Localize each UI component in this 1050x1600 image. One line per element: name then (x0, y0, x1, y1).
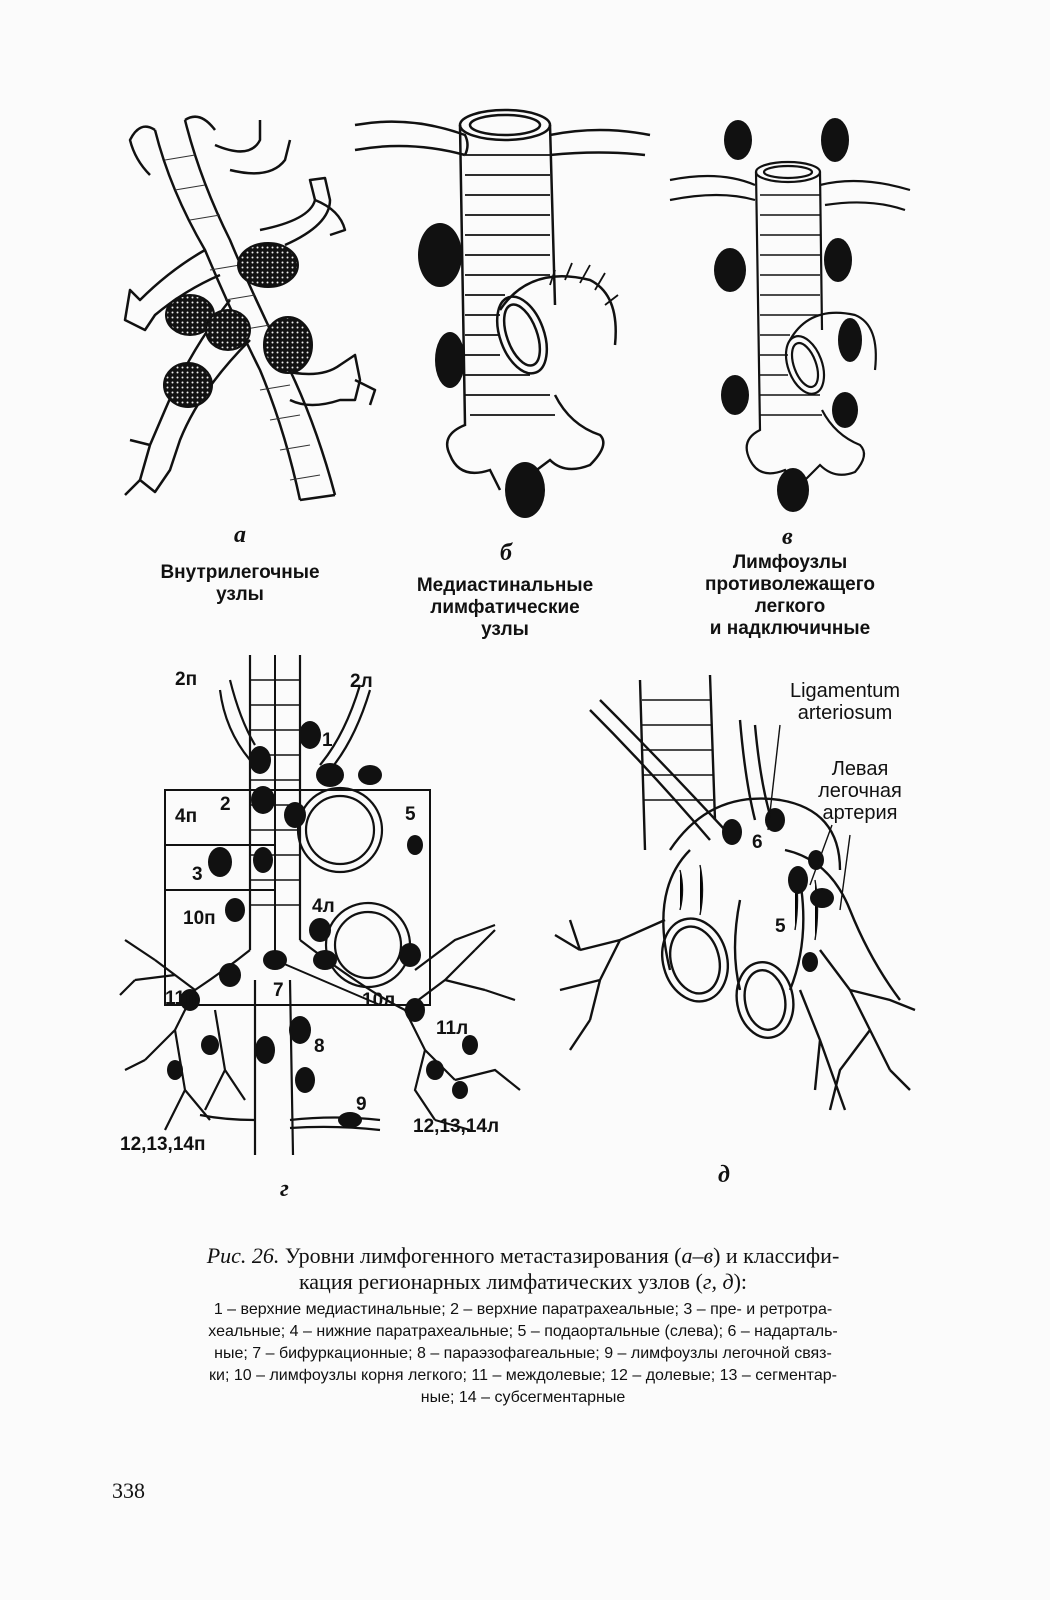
caption-title-line2: кация регионарных лимфатических узлов (г, д): (298, 1269, 748, 1294)
contralateral-node (714, 248, 746, 292)
panel-a-letter: а (234, 522, 246, 548)
contralateral-node (824, 238, 852, 282)
contralateral-node (838, 318, 862, 362)
intrapulmonary-node (206, 310, 250, 350)
station-7-label: 7 (273, 980, 284, 1001)
panel-d-illustration (540, 670, 920, 1140)
panel-v-illustration (660, 110, 920, 520)
intrapulmonary-node (164, 363, 212, 407)
panel-v-title: Лимфоузлы противолежащего легкого и надключичные (704, 552, 876, 639)
station-1-label: 1 (322, 730, 333, 751)
station-3-label: 3 (192, 864, 203, 885)
ligamentum-arteriosum-label: Ligamentum arteriosum (789, 680, 901, 724)
station-4p-label: 4п (175, 806, 198, 827)
station-2l-label: 2л (350, 671, 373, 692)
contralateral-node (721, 375, 749, 415)
station-11p-label: 11п (165, 988, 197, 1009)
caption-title: Рис. 26. Уровни лимфогенного метастазирования (а–в) и классифи- (206, 1243, 840, 1268)
mediastinal-node (505, 462, 545, 518)
station-5d-label: 5 (775, 916, 786, 937)
panel-b-title: Медиастинальные лимфатические узлы (416, 575, 594, 640)
panel-d-letter: д (718, 1162, 730, 1188)
supraclavicular-node (821, 118, 849, 162)
panel-b-letter: б (500, 540, 512, 566)
station-5-label: 5 (405, 804, 416, 825)
station-9-label: 9 (356, 1094, 367, 1115)
panel-v-letter: в (782, 524, 793, 550)
contralateral-node (777, 468, 809, 512)
station-11l-label: 11л (436, 1018, 469, 1039)
supraclavicular-node (724, 120, 752, 160)
caption-legend: 1 – верхние медиастинальные; 2 – верхние паратрахеальные; 3 – пре- и ретротра- хеальные; 4 – нижние паратрахеальные; 5 – подаортальные (слева); 6 – надарталь- ные; 7 – бифуркационные; 8 – параэзофагеальные; 9 – лимфоузлы легочной связ- ки; 10 – лимфоузлы корня легкого; 11 – междолевые; 12 – долевые; 13 – сегментар- ные; 14 – субсегментарные (208, 1301, 838, 1406)
mediastinal-node (435, 332, 465, 388)
station-2p-label: 2п (175, 669, 198, 690)
station-10l-label: 10л (362, 990, 396, 1011)
station-12-14l-label: 12,13,14л (413, 1116, 500, 1137)
station-8-label: 8 (314, 1036, 325, 1057)
intrapulmonary-node (238, 243, 298, 287)
station-12-14p-label: 12,13,14п (120, 1134, 206, 1155)
figure-caption (108, 1243, 938, 1409)
station-2-label: 2 (220, 794, 231, 815)
panel-a-illustration (110, 100, 390, 520)
station-6-label: 6 (752, 832, 763, 853)
panel-a-title: Внутрилегочные узлы (160, 562, 320, 605)
contralateral-node (832, 392, 858, 428)
intrapulmonary-node (264, 317, 312, 373)
page-number: 338 (112, 1478, 145, 1503)
station-10p-label: 10п (183, 908, 216, 929)
mediastinal-node (418, 223, 462, 287)
panel-b-illustration (350, 95, 650, 525)
panel-g-letter: г (280, 1176, 289, 1202)
station-4l-label: 4л (312, 896, 335, 917)
left-pulmonary-artery-label: Левая легочная артерия (818, 758, 902, 824)
